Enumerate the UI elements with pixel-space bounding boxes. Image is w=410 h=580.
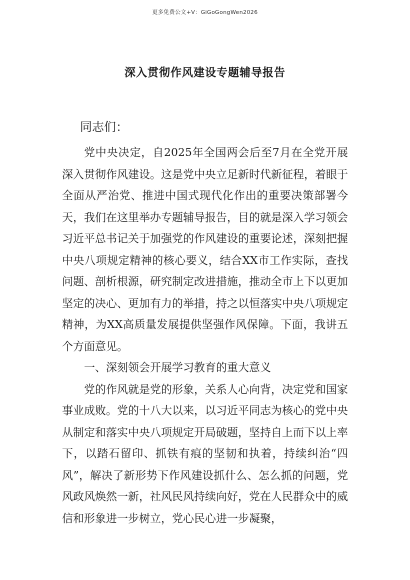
document-body <box>62 142 348 529</box>
section-paragraph: 党的作风就是党的形象，关系人心向背，决定党和国家事业成败。党的十八大以来，以习近平同志为核心的党中央从制定和落实中央八项规定开局破题，坚持自上而下以上率下，以踏石留印、抓铁有痕的坚韧和执着，持续纠治“四风”，解决了新形势下作风建设抓什么、怎么抓的问题，党风政风焕然一新，社风民风持续向好，党在人民群众中的威信和形象进一步树立，党心民心进一步凝聚， <box>62 382 348 525</box>
section-heading: 一、深刻领会开展学习教育的重大意义 <box>84 361 271 374</box>
body-paragraph: 党中央决定，自2025年全国两会后至7月在全党开展深入贯彻作风建设。这是党中央立足新时代新征程，着眼于全面从严治党、推进中国式现代化作出的重要决策部署今天，我们在这里举办专题辅导报告，目的就是深入学习领会习近平总书记关于加强党的作风建设的重要论述，深刻把握中央八项规定精神的核心要义，结合XX市工作实际，查找问题、剖析根源，研究制定改进措施，推动全市上下以更加坚定的决心、更加有力的举措，持之以恒落实中央八项规定精神，为XX高质量发展提供坚强作风保障。下面，我讲五个方面意见。 <box>62 146 348 353</box>
document-title: 深入贯彻作风建设专题辅导报告 <box>124 66 286 79</box>
salutation: 同志们： <box>80 120 129 134</box>
header-note: 更多免费公文+V：GiGoGongWen2026 <box>152 10 258 16</box>
